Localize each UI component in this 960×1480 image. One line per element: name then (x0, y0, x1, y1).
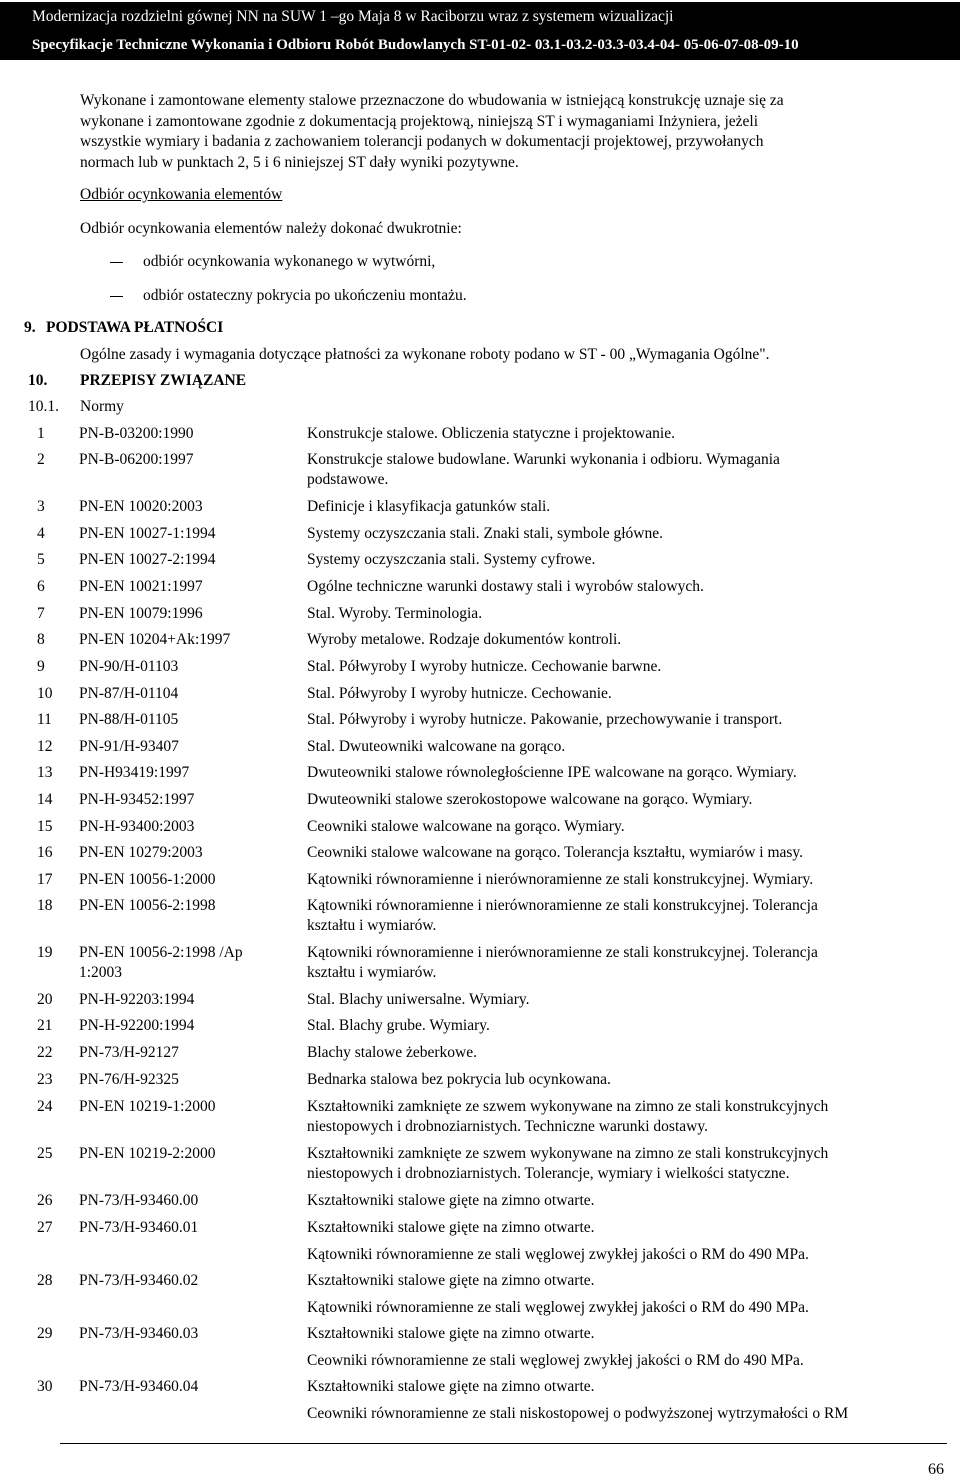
norm-description (307, 870, 947, 890)
norm-description (307, 497, 947, 517)
norm-description-line: Stal. Półwyroby I wyroby hutnicze. Cechowanie. (307, 685, 612, 702)
norm-number: 15 (37, 818, 53, 835)
norm-description-line: podstawowe. (307, 471, 389, 488)
norm-description (307, 1271, 947, 1318)
norm-number: 14 (37, 791, 53, 808)
norm-code: PN-EN 10204+Ak:1997 (79, 631, 231, 648)
norm-description-line: Stal. Blachy uniwersalne. Wymiary. (307, 991, 530, 1008)
norm-number: 4 (37, 525, 45, 542)
page-number: 66 (928, 1461, 944, 1478)
norm-number: 2 (37, 451, 45, 468)
norm-description (307, 1097, 947, 1137)
norm-code: PN-H-93400:2003 (79, 818, 195, 835)
norm-code: PN-73/H-93460.01 (79, 1219, 199, 1236)
norm-description (307, 684, 947, 704)
norm-code: PN-88/H-01105 (79, 711, 179, 728)
norm-description-line: Kątowniki równoramienne i nierównoramienne ze stali konstrukcyjnej. Wymiary. (307, 871, 814, 888)
bullet-dash (110, 262, 123, 263)
norm-code: PN-EN 10021:1997 (79, 578, 203, 595)
norm-description (307, 763, 947, 783)
norm-description (307, 550, 947, 570)
norm-number: 7 (37, 605, 45, 622)
norm-description-line: kształtu i wymiarów. (307, 964, 437, 981)
norm-description-line: Definicje i klasyfikacja gatunków stali. (307, 498, 551, 515)
section-10-title: PRZEPISY ZWIĄZANE (80, 372, 247, 389)
norm-description-line: Kształtowniki stalowe gięte na zimno otwarte. (307, 1192, 595, 1209)
norm-description-line: Ceowniki stalowe walcowane na gorąco. Tolerancja kształtu, wymiarów i masy. (307, 844, 804, 861)
norm-code: PN-73/H-93460.03 (79, 1325, 199, 1342)
norm-number: 8 (37, 631, 45, 648)
norm-description-line: Kształtowniki stalowe gięte na zimno otwarte. (307, 1325, 595, 1342)
norm-number: 29 (37, 1325, 53, 1342)
norm-description (307, 1324, 947, 1371)
norm-number: 5 (37, 551, 45, 568)
norm-description-line: Kształtowniki stalowe gięte na zimno otwarte. (307, 1378, 595, 1395)
norm-description (307, 1043, 947, 1063)
norm-number: 27 (37, 1219, 53, 1236)
norm-description-line: Kształtowniki zamknięte ze szwem wykonywane na zimno ze stali konstrukcyjnych (307, 1098, 829, 1115)
norm-description-line: Systemy oczyszczania stali. Systemy cyfrowe. (307, 551, 596, 568)
norm-code: PN-90/H-01103 (79, 658, 179, 675)
norm-number: 3 (37, 498, 45, 515)
norm-description-line: Stal. Półwyroby I wyroby hutnicze. Cechowanie barwne. (307, 658, 662, 675)
norm-number: 22 (37, 1044, 53, 1061)
norm-code: PN-EN 10056-1:2000 (79, 871, 216, 888)
norm-description-line: niestopowych i drobnoziarnistych. Tolerancje, wymiary i wielkości statyczne. (307, 1165, 790, 1182)
norm-code: PN-H-92200:1994 (79, 1017, 195, 1034)
section-10-1-number: 10.1. (28, 398, 59, 415)
norm-description-line: Ceowniki równoramienne ze stali niskostopowej o podwyższonej wytrzymałości o RM (307, 1405, 849, 1422)
section-9-number: 9. (24, 319, 36, 336)
norm-description (307, 450, 947, 490)
norm-code: PN-87/H-01104 (79, 685, 179, 702)
norm-description-line: Konstrukcje stalowe budowlane. Warunki wykonania i odbioru. Wymagania (307, 451, 780, 468)
norm-code: PN-H-93452:1997 (79, 791, 195, 808)
galvanizing-item-1: odbiór ocynkowania wykonanego w wytwórni, (143, 253, 436, 270)
norm-description (307, 1377, 947, 1424)
norm-description-line: Dwuteowniki stalowe szerokostopowe walcowane na gorąco. Wymiary. (307, 791, 753, 808)
document-header-title: Modernizacja rozdzielni gównej NN na SUW 1 –go Maja 8 w Raciborzu wraz z systemem wizualizacji (0, 2, 960, 31)
norm-description-line: Kątowniki równoramienne ze stali węglowej zwykłej jakości o RM do 490 MPa. (307, 1246, 809, 1263)
norm-number: 6 (37, 578, 45, 595)
norm-description-line: Dwuteowniki stalowe równoległościenne IPE walcowane na gorąco. Wymiary. (307, 764, 797, 781)
norm-description-line: Wyroby metalowe. Rodzaje dokumentów kontroli. (307, 631, 622, 648)
norm-description-line: Stal. Blachy grube. Wymiary. (307, 1017, 490, 1034)
norm-code: PN-EN 10219-2:2000 (79, 1145, 216, 1162)
norm-description (307, 790, 947, 810)
footer-divider (60, 1443, 947, 1444)
norm-description-line: Ceowniki stalowe walcowane na gorąco. Wymiary. (307, 818, 625, 835)
document-header-subtitle: Specyfikacje Techniczne Wykonania i Odbioru Robót Budowlanych ST-01-02- 03.1-03.2-03.3-03.4-04- 05-06-07-08-09-10 (0, 31, 960, 60)
norm-code: PN-76/H-92325 (79, 1071, 179, 1088)
norm-code: PN-EN 10279:2003 (79, 844, 203, 861)
norm-number: 20 (37, 991, 53, 1008)
galvanizing-lead: Odbiór ocynkowania elementów należy dokonać dwukrotnie: (80, 220, 462, 237)
norm-number: 17 (37, 871, 53, 888)
norm-description (307, 424, 947, 444)
norm-description (307, 657, 947, 677)
norm-code: PN-EN 10056-2:1998 /Ap 1:2003 (79, 944, 243, 981)
norm-description (307, 896, 947, 936)
galvanizing-heading: Odbiór ocynkowania elementów (80, 186, 283, 203)
norm-description (307, 1070, 947, 1090)
intro-line-4: normach lub w punktach 2, 5 i 6 niniejszej ST dały wyniki pozytywne. (80, 154, 519, 171)
norm-description-line: Kątowniki równoramienne i nierównoramienne ze stali konstrukcyjnej. Tolerancja (307, 897, 818, 914)
norm-description (307, 630, 947, 650)
section-10-1-title: Normy (80, 398, 124, 415)
intro-line-2: wykonane i zamontowane zgodnie z dokumentacją projektową, niniejszą ST i wymaganiami Inżyniera, jeżeli (80, 113, 759, 130)
norm-number: 13 (37, 764, 53, 781)
norm-code: PN-73/H-93460.00 (79, 1192, 199, 1209)
norm-number: 19 (37, 944, 53, 961)
norm-code: PN-EN 10079:1996 (79, 605, 203, 622)
norm-description (307, 817, 947, 837)
intro-line-3: wszystkie wymiary i badania z zachowaniem tolerancji podanych w dokumentacji projektowej, przywołanych (80, 133, 764, 150)
norm-code: PN-73/H-93460.04 (79, 1378, 199, 1395)
norm-description-line: niestopowych i drobnoziarnistych. Techniczne warunki dostawy. (307, 1118, 708, 1135)
norm-description-line: Kształtowniki stalowe gięte na zimno otwarte. (307, 1219, 595, 1236)
norm-code: PN-B-03200:1990 (79, 425, 194, 442)
norm-code: PN-EN 10056-2:1998 (79, 897, 216, 914)
norm-number: 10 (37, 685, 53, 702)
section-9-title: PODSTAWA PŁATNOŚCI (46, 319, 224, 336)
norm-description (307, 577, 947, 597)
norm-number: 1 (37, 425, 45, 442)
norm-number: 18 (37, 897, 53, 914)
bullet-dash (110, 296, 123, 297)
norm-description-line: Systemy oczyszczania stali. Znaki stali, symbole główne. (307, 525, 663, 542)
norm-code: PN-73/H-93460.02 (79, 1272, 199, 1289)
norm-description-line: Blachy stalowe żeberkowe. (307, 1044, 478, 1061)
norm-number: 21 (37, 1017, 53, 1034)
norm-number: 26 (37, 1192, 53, 1209)
norm-description-line: Stal. Półwyroby i wyroby hutnicze. Pakowanie, przechowywanie i transport. (307, 711, 783, 728)
intro-line-1: Wykonane i zamontowane elementy stalowe przeznaczone do wbudowania w istniejącą konstrukcję uznaje się za (80, 92, 784, 109)
norm-description-line: Stal. Dwuteowniki walcowane na gorąco. (307, 738, 566, 755)
norm-code: PN-H-92203:1994 (79, 991, 195, 1008)
norm-code: PN-EN 10027-2:1994 (79, 551, 216, 568)
norm-description-line: Bednarka stalowa bez pokrycia lub ocynkowana. (307, 1071, 611, 1088)
norm-number: 9 (37, 658, 45, 675)
norm-number: 23 (37, 1071, 53, 1088)
norm-description (307, 1016, 947, 1036)
norm-code: PN-EN 10027-1:1994 (79, 525, 216, 542)
norm-description-line: Ceowniki równoramienne ze stali węglowej zwykłej jakości o RM do 490 MPa. (307, 1352, 804, 1369)
norm-description (307, 737, 947, 757)
norm-description (307, 710, 947, 730)
norm-number: 30 (37, 1378, 53, 1395)
norm-description (307, 524, 947, 544)
norm-code: PN-H93419:1997 (79, 764, 190, 781)
norm-description-line: Ogólne techniczne warunki dostawy stali i wyrobów stalowych. (307, 578, 704, 595)
norm-number: 25 (37, 1145, 53, 1162)
norm-number: 24 (37, 1098, 53, 1115)
norm-description (307, 843, 947, 863)
norm-description (307, 1144, 947, 1184)
norm-description-line: Kątowniki równoramienne i nierównoramienne ze stali konstrukcyjnej. Tolerancja (307, 944, 818, 961)
norm-code: PN-B-06200:1997 (79, 451, 194, 468)
norm-description-line: Konstrukcje stalowe. Obliczenia statyczne i projektowanie. (307, 425, 675, 442)
norm-description-line: Kątowniki równoramienne ze stali węglowej zwykłej jakości o RM do 490 MPa. (307, 1299, 809, 1316)
section-9-text: Ogólne zasady i wymagania dotyczące płatności za wykonane roboty podano w ST - 00 „Wymagania Ogólne". (80, 346, 770, 363)
norm-description-line: Kształtowniki stalowe gięte na zimno otwarte. (307, 1272, 595, 1289)
norm-number: 28 (37, 1272, 53, 1289)
section-10-number: 10. (28, 372, 48, 389)
norm-number: 11 (37, 711, 52, 728)
norm-code: PN-73/H-92127 (79, 1044, 179, 1061)
norm-description-line: Stal. Wyroby. Terminologia. (307, 605, 483, 622)
norm-description (307, 990, 947, 1010)
norm-description-line: Kształtowniki zamknięte ze szwem wykonywane na zimno ze stali konstrukcyjnych (307, 1145, 829, 1162)
norm-description (307, 943, 947, 983)
norm-code: PN-EN 10219-1:2000 (79, 1098, 216, 1115)
norm-code: PN-EN 10020:2003 (79, 498, 203, 515)
norm-code: PN-91/H-93407 (79, 738, 179, 755)
norm-description-line: kształtu i wymiarów. (307, 917, 437, 934)
norm-description (307, 1218, 947, 1265)
norm-description (307, 1191, 947, 1211)
norm-number: 16 (37, 844, 53, 861)
norm-description (307, 604, 947, 624)
norm-number: 12 (37, 738, 53, 755)
galvanizing-item-2: odbiór ostateczny pokrycia po ukończeniu montażu. (143, 287, 467, 304)
